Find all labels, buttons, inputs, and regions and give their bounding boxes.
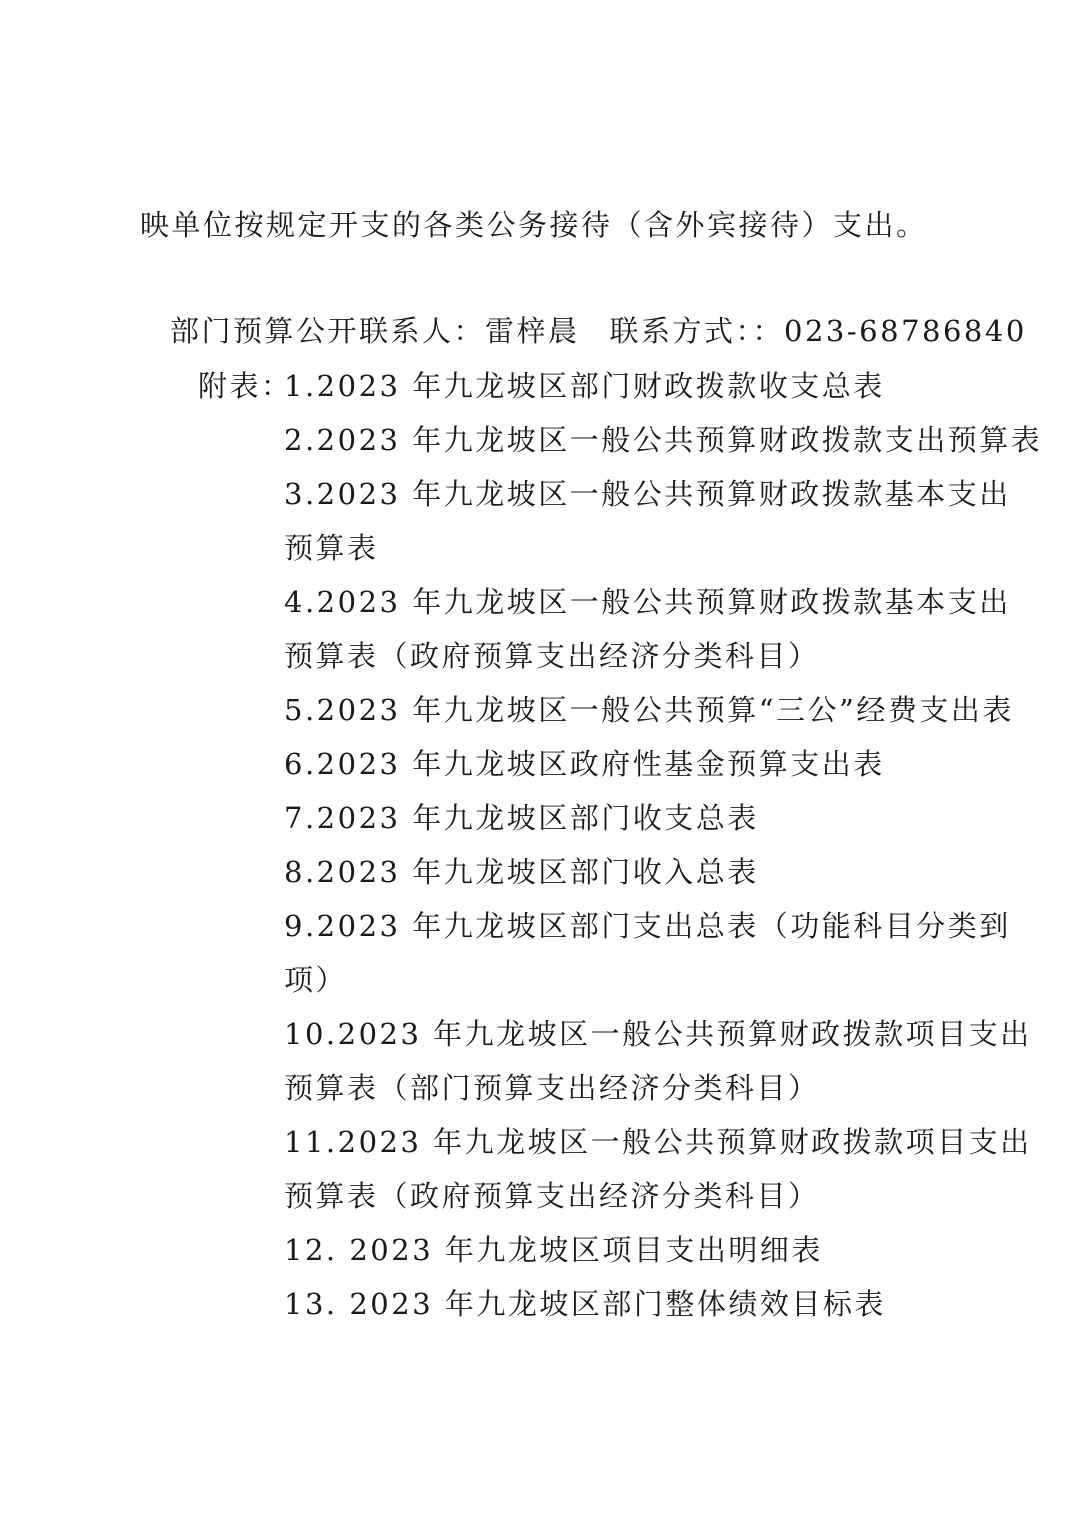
- attachment-item-9-cont: 项）: [284, 963, 348, 997]
- contact-person: 部门预算公开联系人：雷梓晨: [170, 314, 580, 348]
- attachment-item-12: 12. 2023 年九龙坡区项目支出明细表: [284, 1233, 823, 1267]
- attachments-label: 附表：: [198, 369, 293, 403]
- attachment-item-10: 10.2023 年九龙坡区一般公共预算财政拨款项目支出: [284, 1017, 1032, 1051]
- attachment-item-7: 7.2023 年九龙坡区部门收支总表: [284, 801, 759, 835]
- attachment-item-13: 13. 2023 年九龙坡区部门整体绩效目标表: [284, 1287, 886, 1321]
- attachment-item-8: 8.2023 年九龙坡区部门收入总表: [284, 855, 759, 889]
- attachment-item-5: 5.2023 年九龙坡区一般公共预算“三公”经费支出表: [284, 693, 1014, 727]
- contact-line: [170, 311, 1027, 351]
- attachment-item-6: 6.2023 年九龙坡区政府性基金预算支出表: [284, 747, 885, 781]
- attachment-item-3-cont: 预算表: [284, 531, 379, 565]
- contact-phone: 联系方式：：023-68786840: [609, 314, 1027, 348]
- attachment-item-3: 3.2023 年九龙坡区一般公共预算财政拨款基本支出: [284, 477, 1011, 511]
- attachment-item-1: 1.2023 年九龙坡区部门财政拨款收支总表: [284, 369, 885, 403]
- attachment-item-4-cont: 预算表（政府预算支出经济分类科目）: [284, 639, 820, 673]
- attachment-item-4: 4.2023 年九龙坡区一般公共预算财政拨款基本支出: [284, 585, 1011, 619]
- attachment-item-9: 9.2023 年九龙坡区部门支出总表（功能科目分类到: [284, 909, 1011, 943]
- lead-paragraph-line: 映单位按规定开支的各类公务接待（含外宾接待）支出。: [140, 208, 928, 242]
- attachment-item-11-cont: 预算表（政府预算支出经济分类科目）: [284, 1179, 820, 1213]
- attachment-item-11: 11.2023 年九龙坡区一般公共预算财政拨款项目支出: [284, 1125, 1032, 1159]
- attachment-item-2: 2.2023 年九龙坡区一般公共预算财政拨款支出预算表: [284, 423, 1043, 457]
- attachment-item-10-cont: 预算表（部门预算支出经济分类科目）: [284, 1071, 820, 1105]
